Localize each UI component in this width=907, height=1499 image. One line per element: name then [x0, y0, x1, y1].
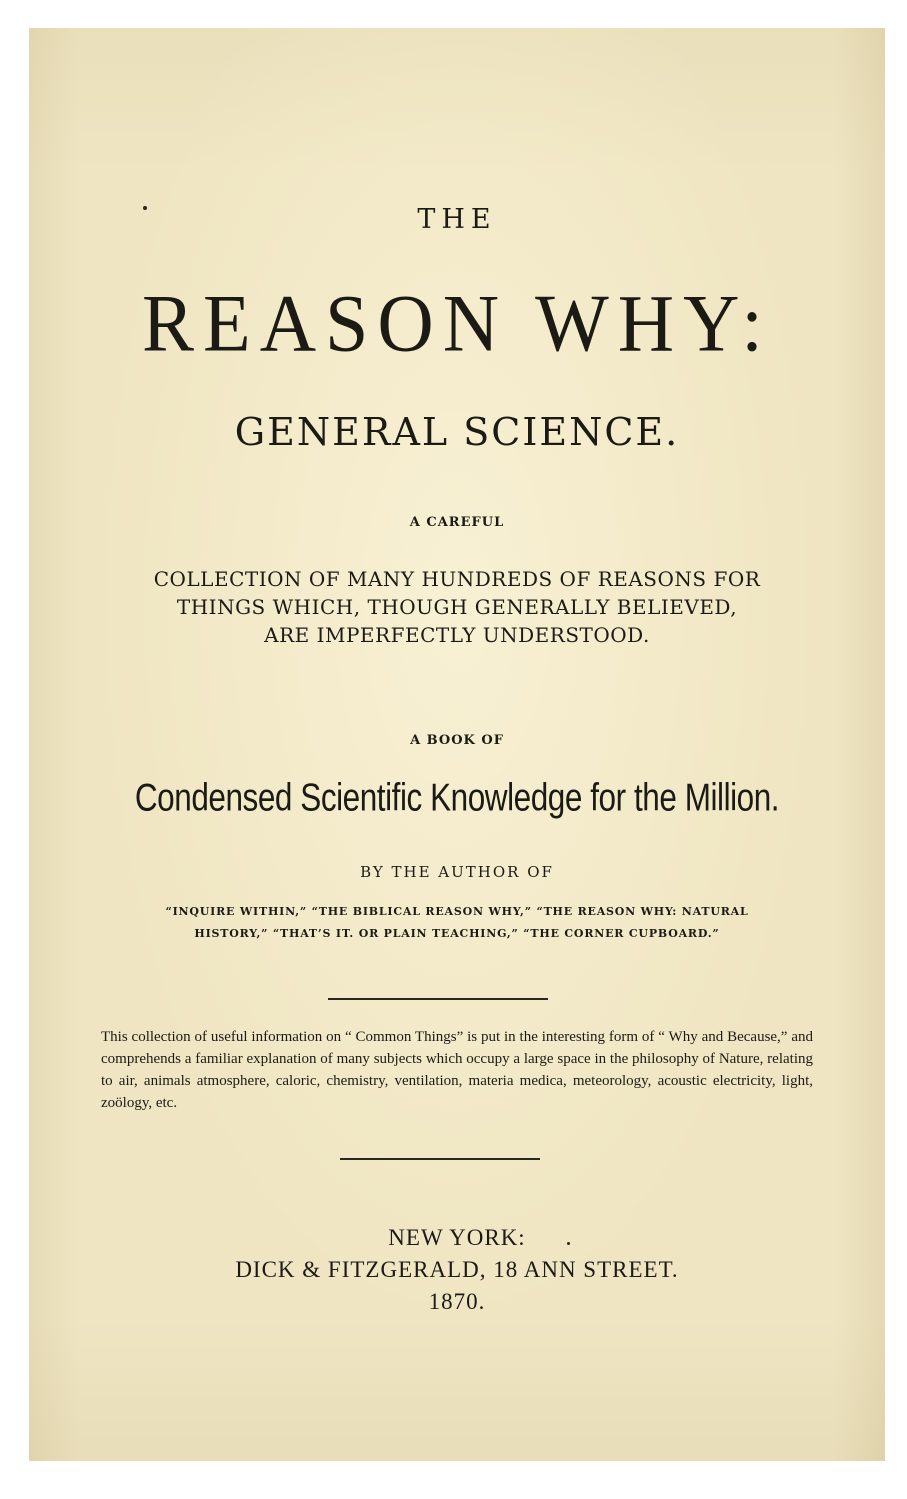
descriptor-line: THINGS WHICH, THOUGH GENERALLY BELIEVED,	[176, 595, 738, 619]
descriptor-block	[29, 565, 885, 649]
descriptor-lead: A CAREFUL	[409, 515, 505, 530]
tagline: Condensed Scientific Knowledge for the Million.	[134, 776, 780, 820]
divider-rule	[340, 1158, 540, 1160]
subtitle: GENERAL SCIENCE.	[234, 410, 680, 454]
description-text: This collection of useful information on “ Common Things” is put in the interesting form of “ Why and Because,” and comprehends a familiar explanation of many subjects which occupy a large space in the philosophy of Nature, relating to air, animals atmosphere, caloric, chemistry, ventilation, materia medica, meteorology, acoustic electricity, light, zoölogy, etc.	[101, 1029, 813, 1111]
other-works-list	[29, 901, 885, 945]
book-of-label: A BOOK OF	[410, 733, 504, 748]
imprint-publisher: DICK & FITZGERALD, 18 ANN STREET.	[235, 1257, 679, 1282]
imprint-city: NEW YORK:	[388, 1225, 526, 1250]
descriptor-line: ARE IMPERFECTLY UNDERSTOOD.	[264, 623, 650, 647]
divider-rule	[328, 998, 548, 1000]
by-author-label: BY THE AUTHOR OF	[360, 863, 554, 881]
main-title: REASON WHY:	[142, 277, 772, 369]
imprint-year: 1870.	[428, 1289, 486, 1314]
title-article: THE	[417, 204, 497, 235]
imprint	[29, 1222, 885, 1318]
description-paragraph	[101, 1026, 813, 1114]
other-works-line: “INQUIRE WITHIN,” “THE BIBLICAL REASON WHY,” “THE REASON WHY: NATURAL	[165, 905, 749, 918]
descriptor-line: COLLECTION OF MANY HUNDREDS OF REASONS FOR	[153, 567, 761, 591]
other-works-line: HISTORY,” “THAT’S IT. OR PLAIN TEACHING,” “THE CORNER CUPBOARD.”	[194, 927, 720, 940]
title-page	[29, 28, 885, 1461]
